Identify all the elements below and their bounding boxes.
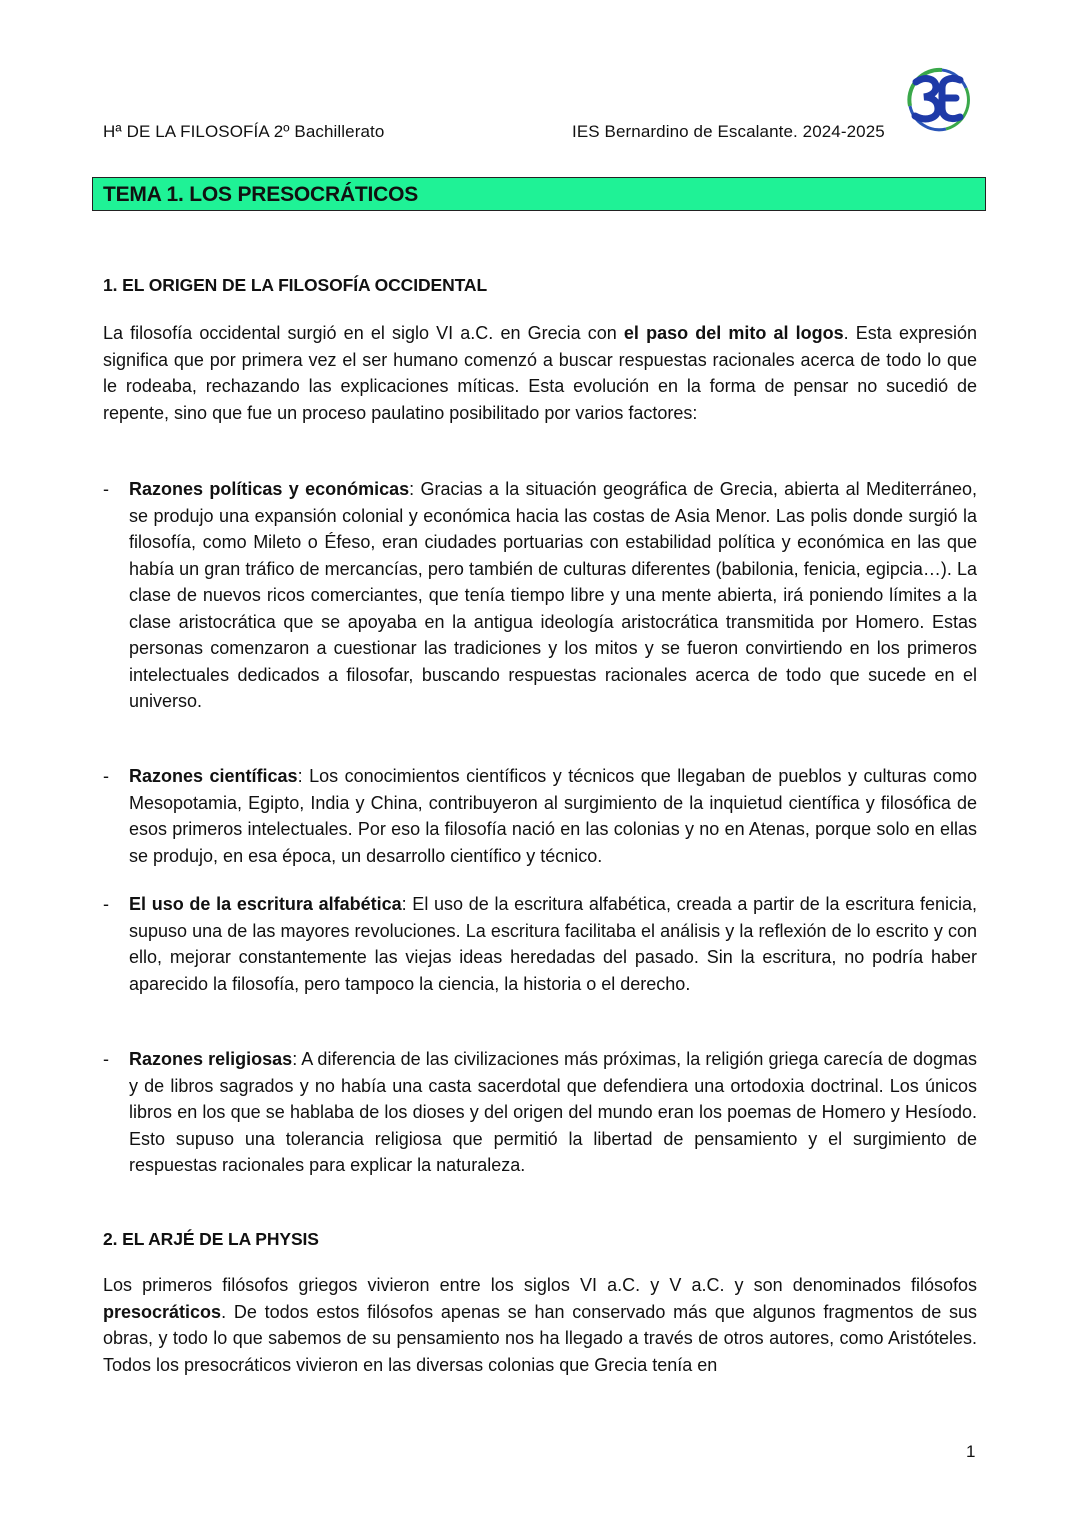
bullet-text: : A diferencia de las civilizaciones más próximas, la religión griega carecía de dogmas y de libros sagrados y no había una casta sacerdotal que defendiera una ortodoxia doctrinal. Los únicos libros en los que se hablaba de los dioses y del origen del mundo eran los poemas de Homero y Hesíodo. Esto supuso una tolerancia religiosa que permitió la libertad de pensamiento y el surgimiento de respuestas racionales para explicar la naturaleza.	[129, 1049, 977, 1175]
bullet-political-economic	[103, 476, 977, 715]
bullet-scientific	[103, 763, 977, 869]
section-2-text-start: Los primeros filósofos griegos vivieron entre los siglos VI a.C. y V a.C. y son denominados filósofos	[103, 1275, 977, 1295]
intro-bold-phrase: el paso del mito al logos	[623, 323, 844, 343]
bullet-title: Razones políticas y económicas	[129, 479, 410, 499]
header-course: Hª DE LA FILOSOFÍA 2º Bachillerato	[103, 122, 385, 141]
page-number: 1	[966, 1442, 976, 1461]
section-2-text-end: . De todos estos filósofos apenas se han conservado más que algunos fragmentos de sus obras, y todo lo que sabemos de su pensamiento nos ha llegado a través de otros autores, como Aristóteles. Todos los presocráticos vivieron en las diversas colonias que Grecia tenía en	[103, 1301, 977, 1375]
bullet-dash: -	[103, 1049, 109, 1069]
intro-text-start: La filosofía occidental surgió en el siglo VI a.C. en Grecia con	[103, 323, 624, 343]
section-2-intro	[103, 1272, 977, 1378]
section-2-heading: 2. EL ARJÉ DE LA PHYSIS	[103, 1229, 319, 1249]
section-2-bold-term: presocráticos	[103, 1301, 222, 1322]
topic-title: TEMA 1. LOS PRESOCRÁTICOS	[103, 183, 419, 206]
bullet-religious	[103, 1046, 977, 1179]
topic-title-box	[92, 177, 986, 211]
bullet-dash: -	[103, 479, 109, 499]
bullet-title: Razones religiosas	[129, 1049, 293, 1069]
section-1-intro	[103, 320, 977, 426]
bullet-text: : Los conocimientos científicos y técnicos que llegaban de pueblos y culturas como Mesopotamia, Egipto, India y China, contribuyeron al surgimiento de la inquietud científica y filosófica de esos primeros intelectuales. Por eso la filosofía nació en las colonias y no en Atenas, porque solo en ellas se produjo, en esa época, un desarrollo científico y técnico.	[129, 766, 978, 866]
header-school: IES Bernardino de Escalante. 2024-2025	[572, 122, 885, 141]
intro-text-end: . Esta expresión significa que por primera vez el ser humano comenzó a buscar respuestas racionales acerca de todo lo que le rodeaba, rechazando las explicaciones míticas. Esta evolución en la forma de pensar no sucedió de repente, sino que fue un proceso paulatino posibilitado por varios factores:	[103, 323, 977, 423]
bullet-alphabetic-writing	[103, 891, 977, 997]
bullet-title: Razones científicas	[129, 766, 298, 786]
bullet-dash: -	[103, 766, 109, 786]
bullet-title: El uso de la escritura alfabética	[129, 894, 402, 914]
bullet-dash: -	[103, 894, 109, 914]
bullet-text: : El uso de la escritura alfabética, creada a partir de la escritura fenicia, supuso una de las mayores revoluciones. La escritura facilitaba el análisis y la reflexión de lo escrito y con ello, mejorar constantemente las viejas ideas heredadas del pasado. Sin la escritura, no podría haber aparecido la filosofía, pero tampoco la ciencia, la historia o el derecho.	[129, 894, 977, 994]
section-1-heading: 1. EL ORIGEN DE LA FILOSOFÍA OCCIDENTAL	[103, 275, 488, 295]
bullet-text: : Gracias a la situación geográfica de Grecia, abierta al Mediterráneo, se produjo una expansión colonial y económica hacia las costas de Asia Menor. Las polis donde surgió la filosofía, como Mileto o Éfeso, eran ciudades portuarias con estabilidad política y económica en las que había un gran tráfico de mercancías, pero también de culturas diferentes (babilonia, fenicia, egipcia…). La clase de nuevos ricos comerciantes, que tenía tiempo libre y una mente abierta, irá poniendo límites a la clase aristocrática que se apoyaba en la antigua ideología aristocrática transmitida por Homero. Estas personas comenzaron a cuestionar las tradiciones y los mitos y se fueron convirtiendo en los primeros intelectuales dedicados a filosofar, buscando respuestas racionales acerca de todo que sucede en el universo.	[129, 479, 977, 711]
school-logo	[902, 66, 970, 132]
